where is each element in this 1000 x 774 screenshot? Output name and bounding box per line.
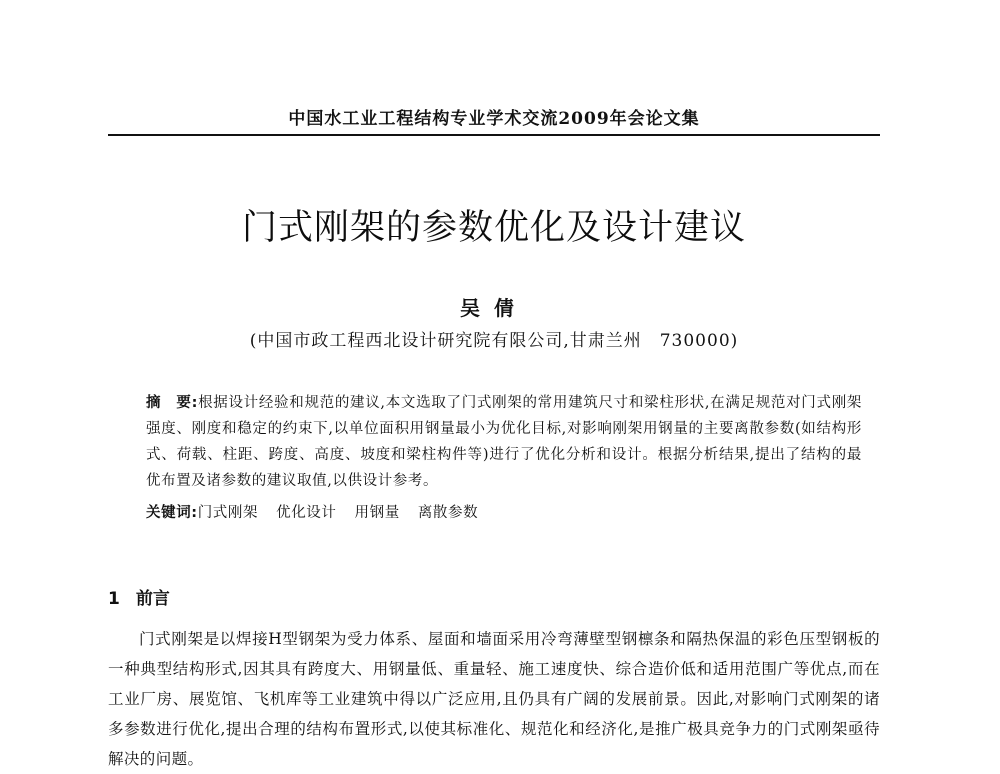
keyword-item: 用钢量	[354, 505, 400, 521]
abstract-label: 摘 要:	[146, 395, 198, 411]
keyword-item: 门式刚架	[197, 505, 259, 521]
paper-title: 门式刚架的参数优化及设计建议	[241, 208, 746, 248]
keyword-item: 离散参数	[417, 505, 479, 521]
section-title: 前言	[135, 589, 170, 609]
abstract-text: 根据设计经验和规范的建议,本文选取了门式刚架的常用建筑尺寸和梁柱形状,在满足规范对门式刚架强度、刚度和稳定的约束下,以单位面积用钢量最小为优化目标,对影响刚架用钢量的主要离散参数(如结构形式、荷载、柱距、跨度、高度、坡度和梁柱构件等)进行了优化分析和设计。根据分析结果,提出了结构的最优布置及诸参数的建议取值,以供设计参考。	[146, 395, 862, 489]
body-paragraph: 门式刚架是以焊接H型钢架为受力体系、屋面和墙面采用冷弯薄壁型钢檩条和隔热保温的彩色压型钢板的一种典型结构形式,因其具有跨度大、用钢量低、重量轻、施工速度快、综合造价低和适用范围广等优点,而在工业厂房、展览馆、飞机库等工业建筑中得以广泛应用,且仍具有广阔的发展前景。因此,对影响门式刚架的诸多参数进行优化,提出合理的结构布置形式,以使其标准化、规范化和经济化,是推广极具竞争力的门式刚架亟待解决的问题。	[108, 630, 880, 768]
abstract-block	[146, 390, 862, 494]
running-header: 中国水工业工程结构专业学术交流2009年会论文集	[288, 109, 700, 129]
keywords-label: 关键词:	[146, 505, 198, 521]
author-affiliation: (中国市政工程西北设计研究院有限公司,甘肃兰州 730000)	[249, 331, 739, 351]
section-number: 1	[108, 589, 120, 609]
keyword-item: 优化设计	[276, 505, 337, 521]
section-heading	[108, 584, 170, 609]
author-name: 吴倩	[460, 296, 528, 320]
header-divider	[108, 134, 880, 136]
keywords-block	[146, 500, 862, 526]
